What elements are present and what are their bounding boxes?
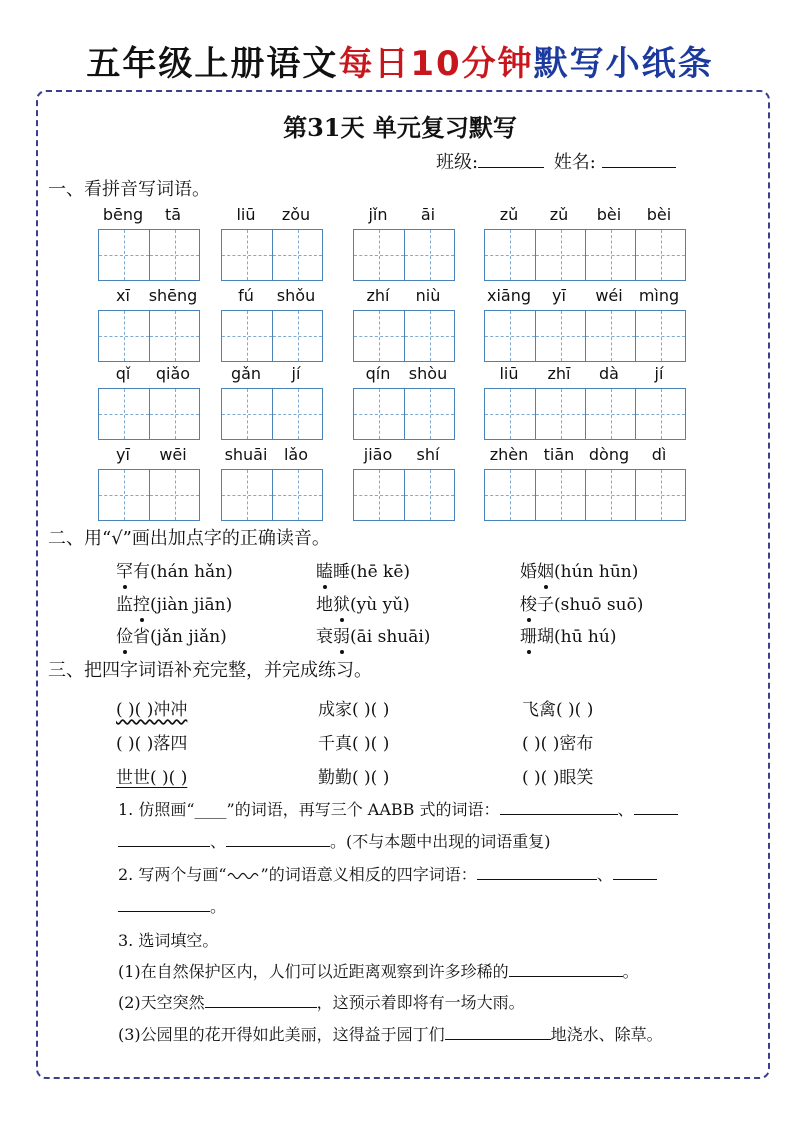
pronunciation-item[interactable] <box>116 590 232 615</box>
writing-grid[interactable] <box>98 388 200 440</box>
writing-cell[interactable] <box>635 230 685 280</box>
dotted-char: 狱 <box>333 595 350 615</box>
pinyin-label: tā <box>164 205 182 224</box>
writing-grid[interactable] <box>221 388 323 440</box>
pinyin-label: zhèn <box>489 445 529 464</box>
pinyin-label: āi <box>420 205 436 224</box>
pinyin-label: zǔ <box>549 205 569 224</box>
writing-cell[interactable] <box>354 230 404 280</box>
separator: 、 <box>617 800 634 819</box>
writing-cell[interactable] <box>272 230 322 280</box>
answer-blank[interactable] <box>634 800 678 815</box>
pinyin-label: shǒu <box>276 286 316 305</box>
sentence-end: 。 <box>622 962 639 981</box>
writing-cell[interactable] <box>485 389 535 439</box>
pinyin-label: qǐ <box>115 364 131 383</box>
pinyin-label: bēng <box>102 205 144 224</box>
reading-options[interactable]: 省(jǎn jiǎn) <box>133 627 227 647</box>
dotted-char: 姻 <box>537 562 554 582</box>
writing-cell[interactable] <box>222 389 272 439</box>
pinyin-label: bèi <box>646 205 672 224</box>
class-field[interactable] <box>478 151 544 168</box>
writing-cell[interactable] <box>354 470 404 520</box>
pinyin-label: xī <box>116 286 130 305</box>
pronunciation-item[interactable] <box>520 557 638 582</box>
writing-cell[interactable] <box>149 311 199 361</box>
writing-cell[interactable] <box>585 230 635 280</box>
writing-cell[interactable] <box>485 470 535 520</box>
writing-cell[interactable] <box>404 470 454 520</box>
writing-cell[interactable] <box>585 311 635 361</box>
name-label: 姓名: <box>553 152 596 173</box>
pinyin-label: zǔ <box>499 205 519 224</box>
pinyin-label: lǎo <box>283 445 309 464</box>
writing-cell[interactable] <box>535 230 585 280</box>
writing-cell[interactable] <box>535 389 585 439</box>
pronunciation-item[interactable] <box>520 622 616 647</box>
writing-grid[interactable] <box>484 388 686 440</box>
dotted-char: 珊 <box>520 627 537 647</box>
pinyin-label: shòu <box>408 364 448 383</box>
pinyin-label: tiān <box>543 445 575 464</box>
writing-grid[interactable] <box>353 388 455 440</box>
sentence-end: ，这预示着即将有一场大雨。 <box>316 993 525 1012</box>
idiom-blank[interactable]: ( )( )落四 <box>116 734 188 754</box>
writing-cell[interactable] <box>485 230 535 280</box>
writing-cell[interactable] <box>635 470 685 520</box>
sentence-text: (2)天空突然 <box>118 993 205 1012</box>
pinyin-label: jǐn <box>368 205 388 224</box>
answer-blank[interactable] <box>445 1025 551 1040</box>
idiom-blank[interactable]: 勤勤( )( ) <box>318 768 390 788</box>
pinyin-label: mìng <box>638 286 680 305</box>
idiom-blank[interactable]: ( )( )冲冲 <box>116 700 188 720</box>
writing-grid[interactable] <box>98 469 200 521</box>
pinyin-label: zǒu <box>281 205 311 224</box>
writing-grid[interactable] <box>484 310 686 362</box>
pronunciation-item[interactable] <box>116 557 233 582</box>
banner-daily: 每日10分钟 <box>338 44 534 84</box>
pinyin-label: shí <box>416 445 440 464</box>
answer-blank[interactable] <box>613 865 657 880</box>
writing-cell[interactable] <box>585 389 635 439</box>
pinyin-label: liū <box>499 364 519 383</box>
word-char: 监 <box>116 595 133 615</box>
writing-grid[interactable] <box>484 469 686 521</box>
reading-options[interactable]: (āi shuāi) <box>350 627 431 647</box>
dotted-char: 罕 <box>116 562 133 582</box>
writing-cell[interactable] <box>149 230 199 280</box>
page-title: 第31天 单元复习默写 <box>283 113 517 142</box>
answer-blank[interactable] <box>205 993 317 1008</box>
pinyin-label: gǎn <box>230 364 262 383</box>
period: 。 <box>210 897 227 916</box>
writing-grid[interactable] <box>98 229 200 281</box>
pronunciation-item[interactable] <box>316 622 430 647</box>
word-char: 衰 <box>316 627 333 647</box>
writing-cell[interactable] <box>149 389 199 439</box>
answer-blank[interactable] <box>118 897 210 912</box>
wavy-line-icon <box>227 870 261 880</box>
pinyin-label: wéi <box>595 286 623 305</box>
writing-cell[interactable] <box>354 311 404 361</box>
pinyin-label: yī <box>552 286 566 305</box>
sentence-text: (3)公园里的花开得如此美丽，这得益于园丁们 <box>118 1025 445 1044</box>
section-2-heading: 二、用“√”画出加点字的正确读音。 <box>48 528 330 549</box>
dotted-char: 梭 <box>520 595 537 615</box>
answer-blank[interactable] <box>226 832 330 847</box>
writing-cell[interactable] <box>635 389 685 439</box>
practice-2-line-a <box>118 862 657 885</box>
name-field[interactable] <box>602 151 676 168</box>
pinyin-label: zhí <box>366 286 390 305</box>
writing-cell[interactable] <box>99 311 149 361</box>
writing-cell[interactable] <box>272 389 322 439</box>
pinyin-label: bèi <box>596 205 622 224</box>
writing-grid[interactable] <box>353 310 455 362</box>
practice-2-line-b <box>118 894 226 917</box>
worksheet-banner <box>0 36 800 85</box>
separator: 、 <box>596 865 613 884</box>
pinyin-label: liū <box>236 205 256 224</box>
sentence-end: 地浇水、除草。 <box>550 1025 663 1044</box>
writing-cell[interactable] <box>535 470 585 520</box>
dotted-char: 俭 <box>116 627 133 647</box>
writing-cell[interactable] <box>222 230 272 280</box>
pinyin-label: jiāo <box>363 445 393 464</box>
writing-grid[interactable] <box>221 310 323 362</box>
pronunciation-item[interactable] <box>520 590 643 615</box>
writing-cell[interactable] <box>272 470 322 520</box>
class-label: 班级: <box>436 152 479 173</box>
pinyin-label: dòng <box>588 445 630 464</box>
answer-blank[interactable] <box>118 832 210 847</box>
dotted-char: 控 <box>133 595 150 615</box>
pinyin-label: zhī <box>547 364 571 383</box>
fill-sentence-3 <box>118 1022 663 1045</box>
writing-cell[interactable] <box>222 311 272 361</box>
word-char: 地 <box>316 595 333 615</box>
pinyin-label: xiāng <box>486 286 531 305</box>
fill-sentence-2 <box>118 990 525 1013</box>
writing-cell[interactable] <box>404 389 454 439</box>
pinyin-label: fú <box>238 286 254 305</box>
reading-options[interactable]: (jiàn jiān) <box>150 595 233 615</box>
pinyin-label: dà <box>599 364 619 383</box>
writing-cell[interactable] <box>485 311 535 361</box>
practice-2-text: ”的词语意义相反的四字词语： <box>260 865 477 884</box>
writing-cell[interactable] <box>404 230 454 280</box>
banner-grade: 五年级上册语文 <box>86 44 339 84</box>
practice-1-line-a <box>118 797 678 820</box>
pinyin-label: jí <box>654 364 664 383</box>
pronunciation-item[interactable] <box>316 590 410 615</box>
banner-dictation: 默写小纸条 <box>533 44 714 84</box>
writing-cell[interactable] <box>222 470 272 520</box>
pronunciation-item[interactable] <box>116 622 227 647</box>
section-3-heading: 三、把四字词语补充完整，并完成练习。 <box>48 660 372 681</box>
practice-1-line-b <box>118 829 551 852</box>
reading-options[interactable]: 睡(hē kē) <box>333 562 411 582</box>
writing-cell[interactable] <box>99 389 149 439</box>
reading-options[interactable]: 子(shuō suō) <box>537 595 644 615</box>
class-name-line <box>436 148 676 174</box>
reading-options[interactable]: 瑚(hū hú) <box>537 627 617 647</box>
pinyin-label: shēng <box>148 286 198 305</box>
writing-cell[interactable] <box>354 389 404 439</box>
answer-blank[interactable] <box>477 865 597 880</box>
section-1-heading: 一、看拼音写词语。 <box>48 179 210 200</box>
idiom-blank[interactable]: 飞禽( )( ) <box>522 700 594 720</box>
writing-cell[interactable] <box>272 311 322 361</box>
idiom-blank[interactable]: ( )( )眼笑 <box>522 768 594 788</box>
pinyin-label: qín <box>365 364 391 383</box>
writing-grid[interactable] <box>98 310 200 362</box>
writing-cell[interactable] <box>585 470 635 520</box>
writing-cell[interactable] <box>99 470 149 520</box>
writing-cell[interactable] <box>99 230 149 280</box>
idiom-blank[interactable]: 千真( )( ) <box>318 734 390 754</box>
idiom-blank[interactable]: 世世( )( ) <box>116 768 188 788</box>
reading-options[interactable]: 有(hán hǎn) <box>133 562 233 582</box>
writing-cell[interactable] <box>635 311 685 361</box>
writing-grid[interactable] <box>353 229 455 281</box>
pinyin-label: shuāi <box>224 445 268 464</box>
sentence-text: (1)在自然保护区内，人们可以近距离观察到许多珍稀的 <box>118 962 509 981</box>
dotted-char: 弱 <box>333 627 350 647</box>
writing-grid[interactable] <box>221 469 323 521</box>
pinyin-label: yī <box>116 445 130 464</box>
pronunciation-item[interactable] <box>316 557 410 582</box>
answer-blank[interactable] <box>509 962 623 977</box>
practice-2-text: 2. 写两个与画“ <box>118 865 227 884</box>
writing-grid[interactable] <box>484 229 686 281</box>
pinyin-label: qiǎo <box>155 364 191 383</box>
reading-options[interactable]: (hún hūn) <box>554 562 639 582</box>
writing-cell[interactable] <box>535 311 585 361</box>
writing-cell[interactable] <box>149 470 199 520</box>
answer-blank[interactable] <box>500 800 618 815</box>
practice-1-note: 。(不与本题中出现的词语重复) <box>330 832 551 851</box>
practice-1-text: 1. 仿照画“____”的词语，再写三个 AABB 式的词语： <box>118 800 500 819</box>
pinyin-label: niù <box>415 286 441 305</box>
idiom-blank[interactable]: 成家( )( ) <box>318 700 390 720</box>
word-char: 婚 <box>520 562 537 582</box>
writing-grid[interactable] <box>353 469 455 521</box>
practice-3-heading: 3. 选词填空。 <box>118 931 219 950</box>
pinyin-label: jí <box>291 364 301 383</box>
pinyin-label: wēi <box>159 445 187 464</box>
idiom-blank[interactable]: ( )( )密布 <box>522 734 594 754</box>
writing-grid[interactable] <box>221 229 323 281</box>
separator: 、 <box>210 832 227 851</box>
dotted-char: 瞌 <box>316 562 333 582</box>
pinyin-label: dì <box>651 445 667 464</box>
fill-sentence-1 <box>118 959 639 982</box>
reading-options[interactable]: (yù yǔ) <box>350 595 410 615</box>
writing-cell[interactable] <box>404 311 454 361</box>
